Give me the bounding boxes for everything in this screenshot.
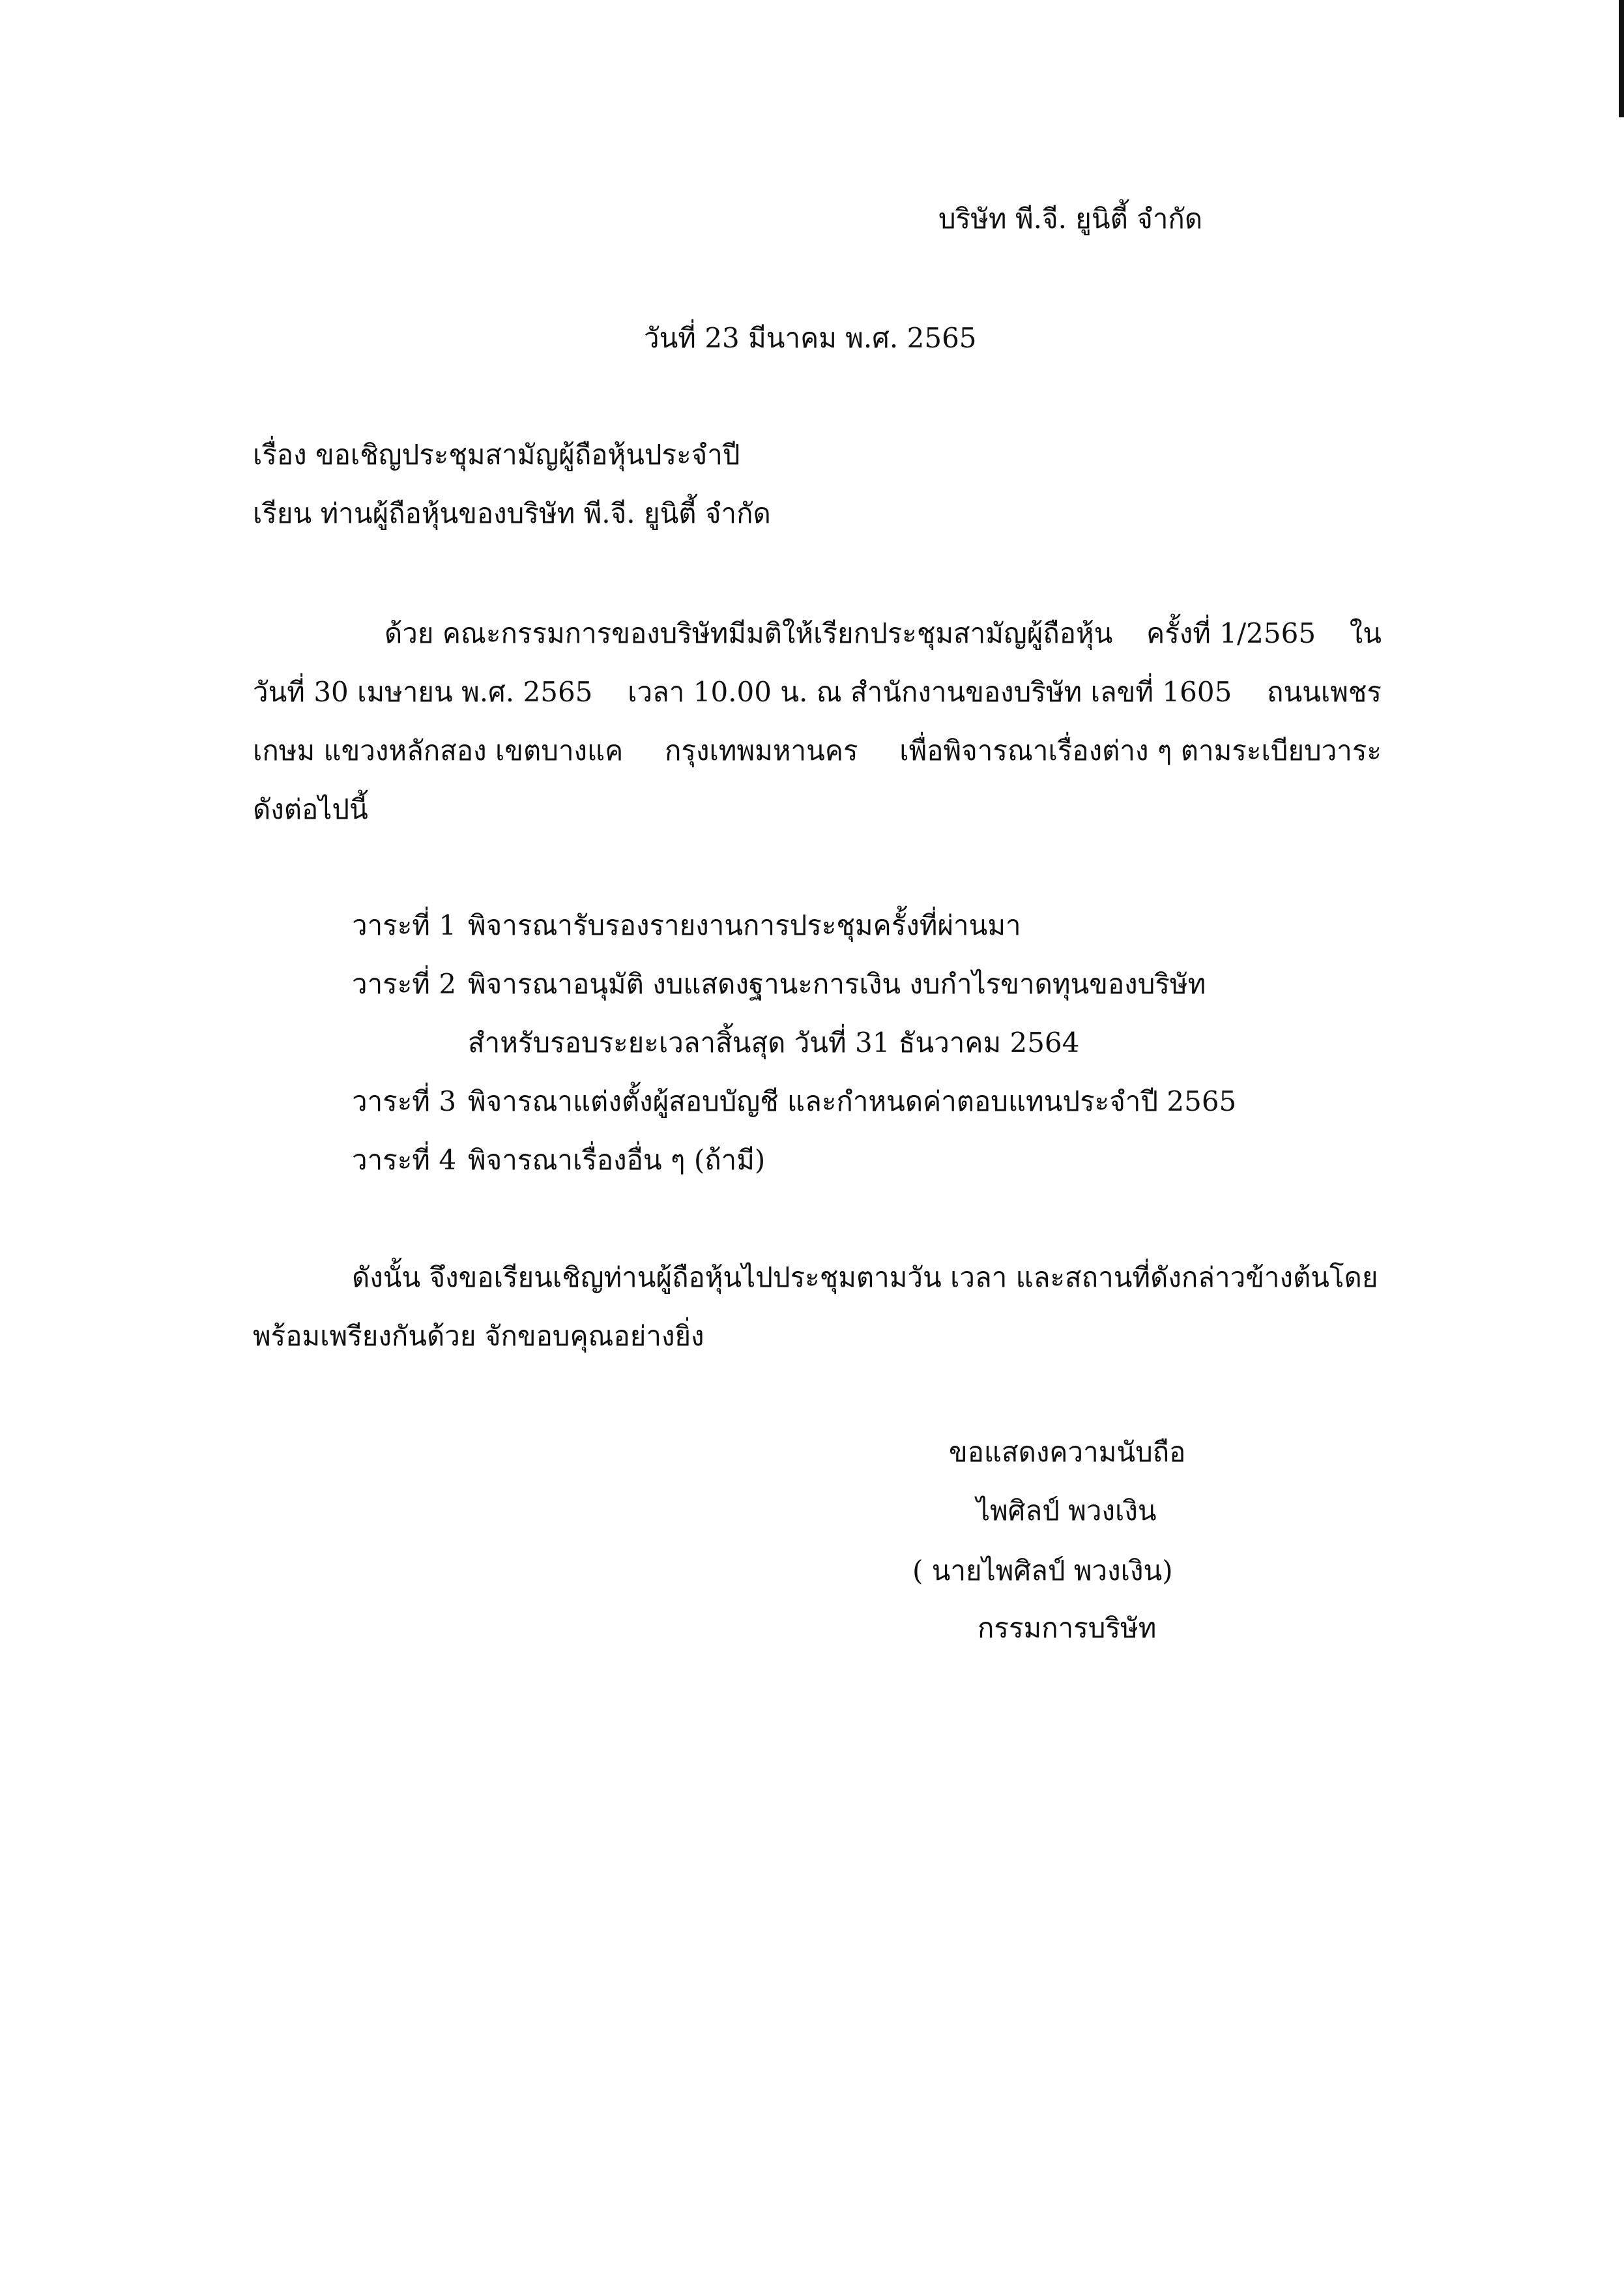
agenda-4-text: พิจารณาเรื่องอื่น ๆ (ถ้ามี) bbox=[468, 1144, 766, 1176]
closing-line-1: ดังนั้น จึงขอเรียนเชิญท่านผู้ถือหุ้นไปประชุมตามวัน เวลา และสถานที่ดังกล่าวข้างต้นโดย bbox=[352, 1261, 1378, 1293]
letter-date: วันที่ 23 มีนาคม พ.ศ. 2565 bbox=[644, 322, 977, 354]
agenda-3-label: วาระที่ 3 bbox=[352, 1085, 457, 1117]
signature-name: ไพศิลป์ พวงเงิน bbox=[976, 1495, 1157, 1527]
scan-edge-mark bbox=[1619, 0, 1624, 117]
agenda-2-text-line-1: พิจารณาอนุมัติ งบแสดงฐานะการเงิน งบกำไรขาดทุนของบริษัท bbox=[468, 968, 1206, 1000]
company-name: บริษัท พี.จี. ยูนิตี้ จำกัด bbox=[938, 203, 1203, 235]
intro-line-1 bbox=[384, 614, 1382, 653]
letter-recipient: เรียน ท่านผู้ถือหุ้นของบริษัท พี.จี. ยูนิตี้ จำกัด bbox=[253, 497, 771, 529]
signature-regards: ขอแสดงความนับถือ bbox=[949, 1436, 1186, 1468]
intro-line-2-part-2: เวลา 10.00 น. ณ สำนักงานของบริษัท เลขที่ 1605 bbox=[628, 676, 1232, 708]
intro-line-3-part-2: กรุงเทพมหานคร bbox=[664, 735, 858, 767]
intro-line-1-part-3: ใน bbox=[1349, 617, 1382, 649]
intro-line-3-part-1: เกษม แขวงหลักสอง เขตบางแค bbox=[253, 735, 624, 767]
intro-line-2-part-3: ถนนเพชร bbox=[1267, 676, 1382, 708]
intro-line-4: ดังต่อไปนี้ bbox=[253, 793, 368, 825]
intro-line-2 bbox=[253, 673, 1382, 712]
agenda-1-text: พิจารณารับรองรายงานการประชุมครั้งที่ผ่านมา bbox=[468, 909, 1021, 941]
intro-line-1-part-2: ครั้งที่ 1/2565 bbox=[1146, 617, 1316, 649]
closing-line-2: พร้อมเพรียงกันด้วย จักขอบคุณอย่างยิ่ง bbox=[253, 1320, 704, 1352]
agenda-3-text: พิจารณาแต่งตั้งผู้สอบบัญชี และกำหนดค่าตอบแทนประจำปี 2565 bbox=[468, 1085, 1237, 1117]
agenda-2-text-line-2: สำหรับรอบระยะเวลาสิ้นสุด วันที่ 31 ธันวาคม 2564 bbox=[468, 1027, 1080, 1059]
intro-line-3 bbox=[253, 731, 1382, 770]
agenda-1-label: วาระที่ 1 bbox=[352, 909, 457, 941]
signature-printed-name: ( นายไพศิลป์ พวงเงิน) bbox=[912, 1555, 1173, 1587]
letter-subject: เรื่อง ขอเชิญประชุมสามัญผู้ถือหุ้นประจำปี bbox=[253, 439, 740, 471]
signature-title: กรรมการบริษัท bbox=[978, 1612, 1157, 1644]
intro-line-1-part-1: ด้วย คณะกรรมการของบริษัทมีมติให้เรียกประชุมสามัญผู้ถือหุ้น bbox=[384, 617, 1113, 649]
agenda-4-label: วาระที่ 4 bbox=[352, 1144, 457, 1176]
agenda-2-label: วาระที่ 2 bbox=[352, 968, 457, 1000]
intro-line-3-part-3: เพื่อพิจารณาเรื่องต่าง ๆ ตามระเบียบวาระ bbox=[899, 735, 1382, 767]
intro-line-2-part-1: วันที่ 30 เมษายน พ.ศ. 2565 bbox=[253, 676, 593, 708]
